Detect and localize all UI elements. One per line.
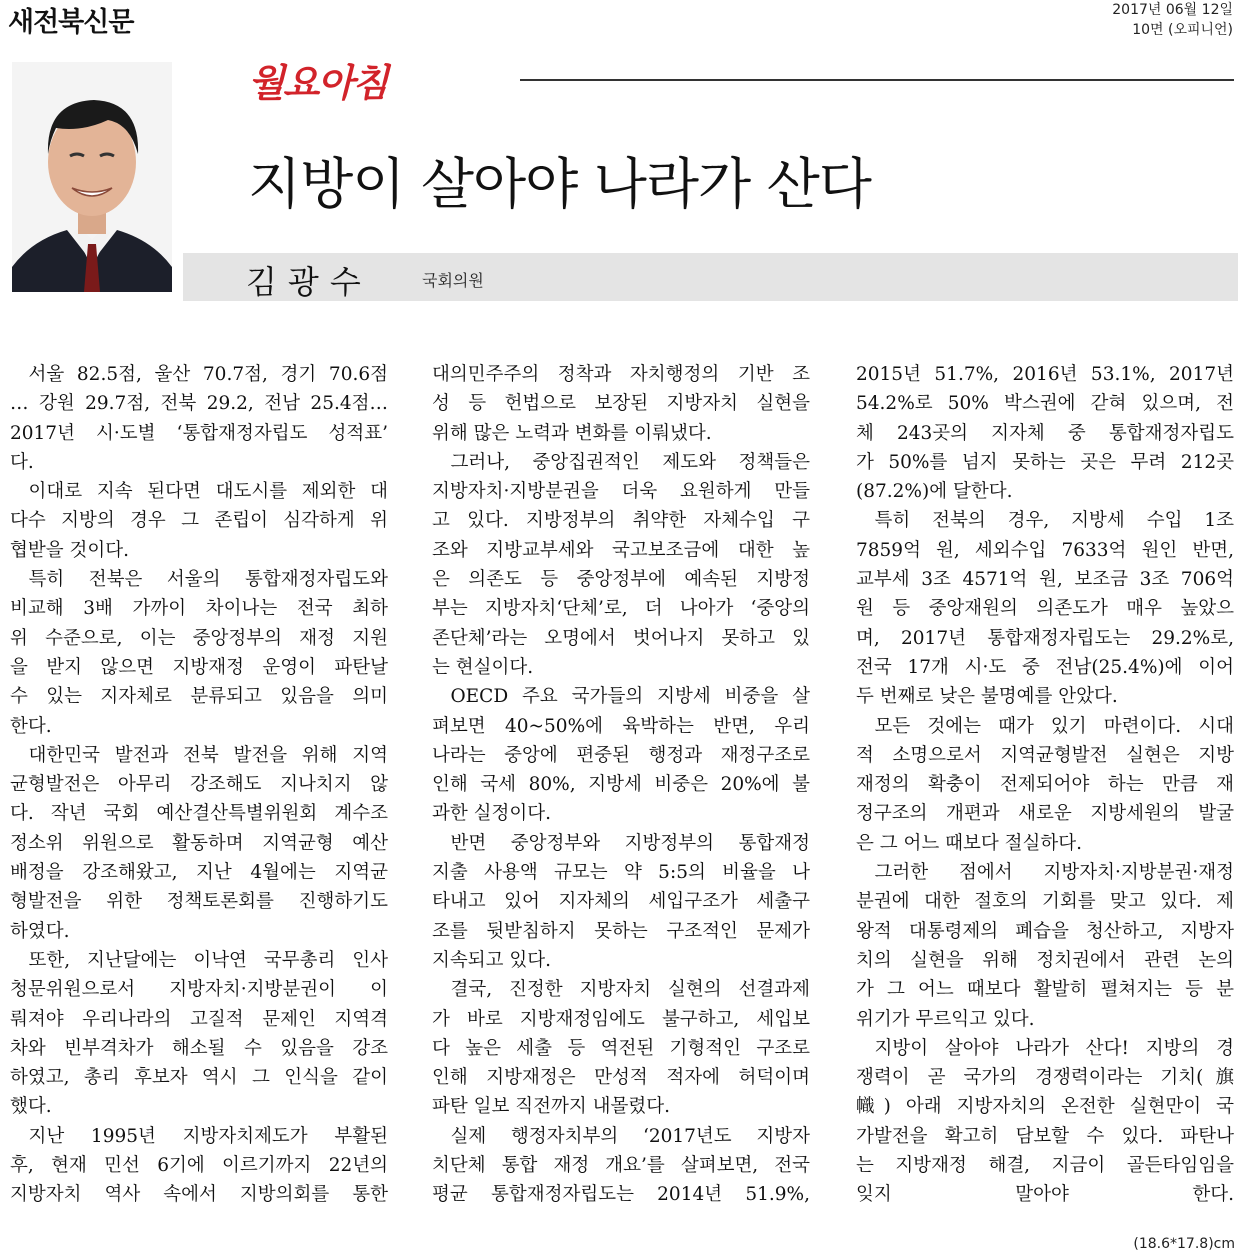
article-line: 두 번째로 낮은 불명예를 안았다.: [856, 686, 1118, 708]
article-line: 는 지방재정 해결, 지금이 골든타임임을: [856, 1155, 1234, 1177]
article-line: 모든 것에는 때가 있기 마련이다. 시대: [874, 715, 1234, 737]
article-line: 차와 빈부격차가 해소될 수 있음을 강조: [10, 1037, 388, 1059]
article-line: 는 현실이다.: [432, 656, 534, 678]
article-line: 펴보면 40~50%에 육박하는 반면, 우리: [432, 715, 810, 737]
article-line: 서울 82.5점, 울산 70.7점, 경기 70.6점: [28, 364, 388, 385]
article-line: 나라는 중앙에 편중된 행정과 재정구조로: [432, 744, 810, 766]
article-line: 그러한 점에서 지방자치·지방분권·재정: [874, 862, 1234, 884]
page-section: 10면 (오피니언): [1132, 22, 1233, 38]
article-line: 분권에 대한 절호의 기회를 맞고 있다. 제: [856, 891, 1234, 913]
article-line: 대의민주주의 정착과 자치행정의 기반 조: [432, 364, 810, 385]
article-line: 하였다.: [10, 920, 70, 942]
article-line: 다 높은 세출 등 역전된 기형적인 구조로: [432, 1037, 810, 1059]
article-line: 위 수준으로, 이는 중앙정부의 재정 지원: [10, 627, 388, 649]
article-line: 특히 전북의 경우, 지방세 수입 1조: [874, 510, 1234, 532]
article-line: 가발전을 확고히 담보할 수 있다. 파탄나: [856, 1125, 1234, 1147]
article-line: 평균 통합재정자립도는 2014년 51.9%,: [432, 1184, 810, 1206]
article-line: 지속되고 있다.: [432, 949, 551, 971]
article-line: 청문위원으로서 지방자치·지방분권이 이: [10, 979, 388, 1001]
article-line: 정구조의 개편과 새로운 지방세원의 발굴: [856, 803, 1234, 825]
article-line: 체 243곳의 지자체 중 통합재정자립도: [856, 422, 1234, 444]
article-line: 쟁력이 곧 국가의 경쟁력이라는 기치(旗: [856, 1067, 1234, 1089]
article-line: (87.2%)에 달한다.: [856, 481, 1013, 503]
article-line: 다.: [10, 451, 34, 473]
article-line: 가 그 어느 때보다 활발히 펼쳐지는 등 분: [856, 979, 1234, 1001]
article-line: 실제 행정자치부의 ‘2017년도 지방자: [450, 1125, 810, 1147]
article-line: 치의 실현을 위해 정치권에서 관련 논의: [856, 949, 1234, 971]
article-size-note: (18.6*17.8)cm: [1133, 1236, 1235, 1252]
article-line: 지방자치 역사 속에서 지방의회를 통한: [10, 1184, 388, 1206]
series-divider: [520, 79, 1234, 81]
article-line: 했다.: [10, 1096, 52, 1118]
article-line: 하였고, 총리 후보자 역시 그 인식을 같이: [10, 1067, 388, 1089]
article-line: 특히 전북은 서울의 통합재정자립도와: [28, 569, 388, 591]
article-line: 파탄 일보 직전까지 내몰렸다.: [432, 1096, 670, 1118]
article-line: 균형발전은 아무리 강조해도 지나치지 않: [10, 774, 388, 796]
article-line: 반면 중앙정부와 지방정부의 통합재정: [450, 832, 810, 854]
article-line: 전국 17개 시·도 중 전남(25.4%)에 이어: [856, 656, 1234, 678]
article-line: 위해 많은 노력과 변화를 이뤄냈다.: [432, 422, 712, 444]
article-line: 인해 지방재정은 만성적 적자에 허덕이며: [432, 1067, 810, 1089]
author-photo: [12, 62, 172, 292]
article-line: 이대로 지속 된다면 대도시를 제외한 대: [28, 481, 388, 503]
article-line: 7859억 원, 세외수입 7633억 원인 반면,: [856, 539, 1234, 561]
article-line: 수 있는 지자체로 분류되고 있음을 의미: [10, 686, 388, 708]
issue-date: 2017년 06월 12일: [1112, 2, 1233, 18]
article-line: 원 등 중앙재원의 의존도가 매우 높았으: [856, 598, 1234, 620]
article-line: 조를 뒷받침하지 못하는 구조적인 문제가: [432, 920, 810, 942]
portrait-icon: [12, 62, 172, 292]
article-column-1: [10, 360, 388, 1210]
headline: 지방이 살아야 나라가 산다: [248, 152, 871, 216]
series-title: 월요아침: [248, 60, 387, 105]
article-line: 2017년 시·도별 ‘통합재정자립도 성적표’: [10, 422, 388, 444]
article-line: 고 있다. 지방정부의 취약한 자체수입 구: [432, 510, 810, 532]
article-line: 조와 지방교부세와 국고보조금에 대한 높: [432, 539, 810, 561]
article-line: 위기가 무르익고 있다.: [856, 1008, 1035, 1030]
article-line: 한다.: [10, 715, 52, 737]
article-line: 뤄져야 우리나라의 고질적 문제인 지역격: [10, 1008, 388, 1030]
article-line: 다수 지방의 경우 그 존립이 심각하게 위: [10, 510, 388, 532]
article-line: 교부세 3조 4571억 원, 보조금 3조 706억: [856, 569, 1234, 591]
article-line: 결국, 진정한 지방자치 실현의 선결과제: [450, 979, 810, 1001]
author-title: 국회의원: [422, 271, 484, 290]
article-line: 다. 작년 국회 예산결산특별위원회 계수조: [10, 803, 388, 825]
article-line: 대한민국 발전과 전북 발전을 위해 지역: [28, 744, 388, 766]
article-line: 지방자치·지방분권을 더욱 요원하게 만들: [432, 481, 810, 503]
issue-meta: [1112, 0, 1233, 40]
article-line: 은 의존도 등 중앙정부에 예속된 지방정: [432, 569, 810, 591]
newspaper-name: 새전북신문: [8, 7, 134, 38]
article-line: 적 소명으로서 지역균형발전 실현은 지방: [856, 744, 1234, 766]
article-line: 치단체 통합 재정 개요’를 살펴보면, 전국: [432, 1155, 810, 1177]
article-line: 재정의 확충이 전제되어야 하는 만큼 재: [856, 774, 1234, 796]
article-line: 왕적 대통령제의 폐습을 청산하고, 지방자: [856, 920, 1234, 942]
article-column-2: [432, 360, 810, 1210]
article-line: OECD 주요 국가들의 지방세 비중을 살: [450, 686, 810, 708]
article-line: 비교해 3배 가까이 차이나는 전국 최하: [10, 598, 388, 620]
article-line: 을 받지 않으면 지방재정 운영이 파탄날: [10, 656, 388, 678]
author-name: 김광수: [246, 263, 372, 301]
article-line: 지방이 살아야 나라가 산다! 지방의 경: [874, 1037, 1234, 1059]
article-line: 타내고 있어 지자체의 세입구조가 세출구: [432, 891, 810, 913]
article-line: 지난 1995년 지방자치제도가 부활된: [28, 1125, 388, 1147]
article-line: 가 50%를 넘지 못하는 곳은 무려 212곳: [856, 451, 1234, 473]
article-line: 지출 사용액 규모는 약 5:5의 비율을 나: [432, 862, 810, 884]
article-line: 그러나, 중앙집권적인 제도와 정책들은: [450, 451, 810, 473]
article-line: 가 바로 지방재정임에도 불구하고, 세입보: [432, 1008, 810, 1030]
article-line: 형발전을 위한 정책토론회를 진행하기도: [10, 891, 388, 913]
article-line: 부는 지방자치‘단체’로, 더 나아가 ‘중앙의: [432, 598, 810, 620]
article-line: 정소위 위원으로 활동하며 지역균형 예산: [10, 832, 388, 854]
article-line: 며, 2017년 통합재정자립도는 29.2%로,: [856, 627, 1234, 649]
article-line: … 강원 29.7점, 전북 29.2, 전남 25.4점…: [10, 393, 388, 415]
article-line: 또한, 지난달에는 이낙연 국무총리 인사: [28, 949, 388, 971]
article-line: 후, 현재 민선 6기에 이르기까지 22년의: [10, 1155, 388, 1177]
article-line: 2015년 51.7%, 2016년 53.1%, 2017년: [856, 364, 1234, 385]
article-line: 인해 국세 80%, 지방세 비중은 20%에 불: [432, 774, 810, 796]
article-line: 은 그 어느 때보다 절실하다.: [856, 832, 1082, 854]
article-line: 幟) 아래 지방자치의 온전한 실현만이 국: [856, 1096, 1234, 1118]
article-line: 존단체’라는 오명에서 벗어나지 못하고 있: [432, 627, 810, 649]
article-column-3: [856, 360, 1234, 1210]
article-line: 54.2%로 50% 박스권에 갇혀 있으며, 전: [856, 393, 1234, 415]
article-line: 과한 실정이다.: [432, 803, 551, 825]
article-line: 잊지 말아야 한다.: [856, 1184, 1234, 1206]
article-line: 성 등 헌법으로 보장된 지방자치 실현을: [432, 393, 810, 415]
article-line: 배정을 강조해왔고, 지난 4월에는 지역균: [10, 862, 388, 884]
article-line: 협받을 것이다.: [10, 539, 129, 561]
